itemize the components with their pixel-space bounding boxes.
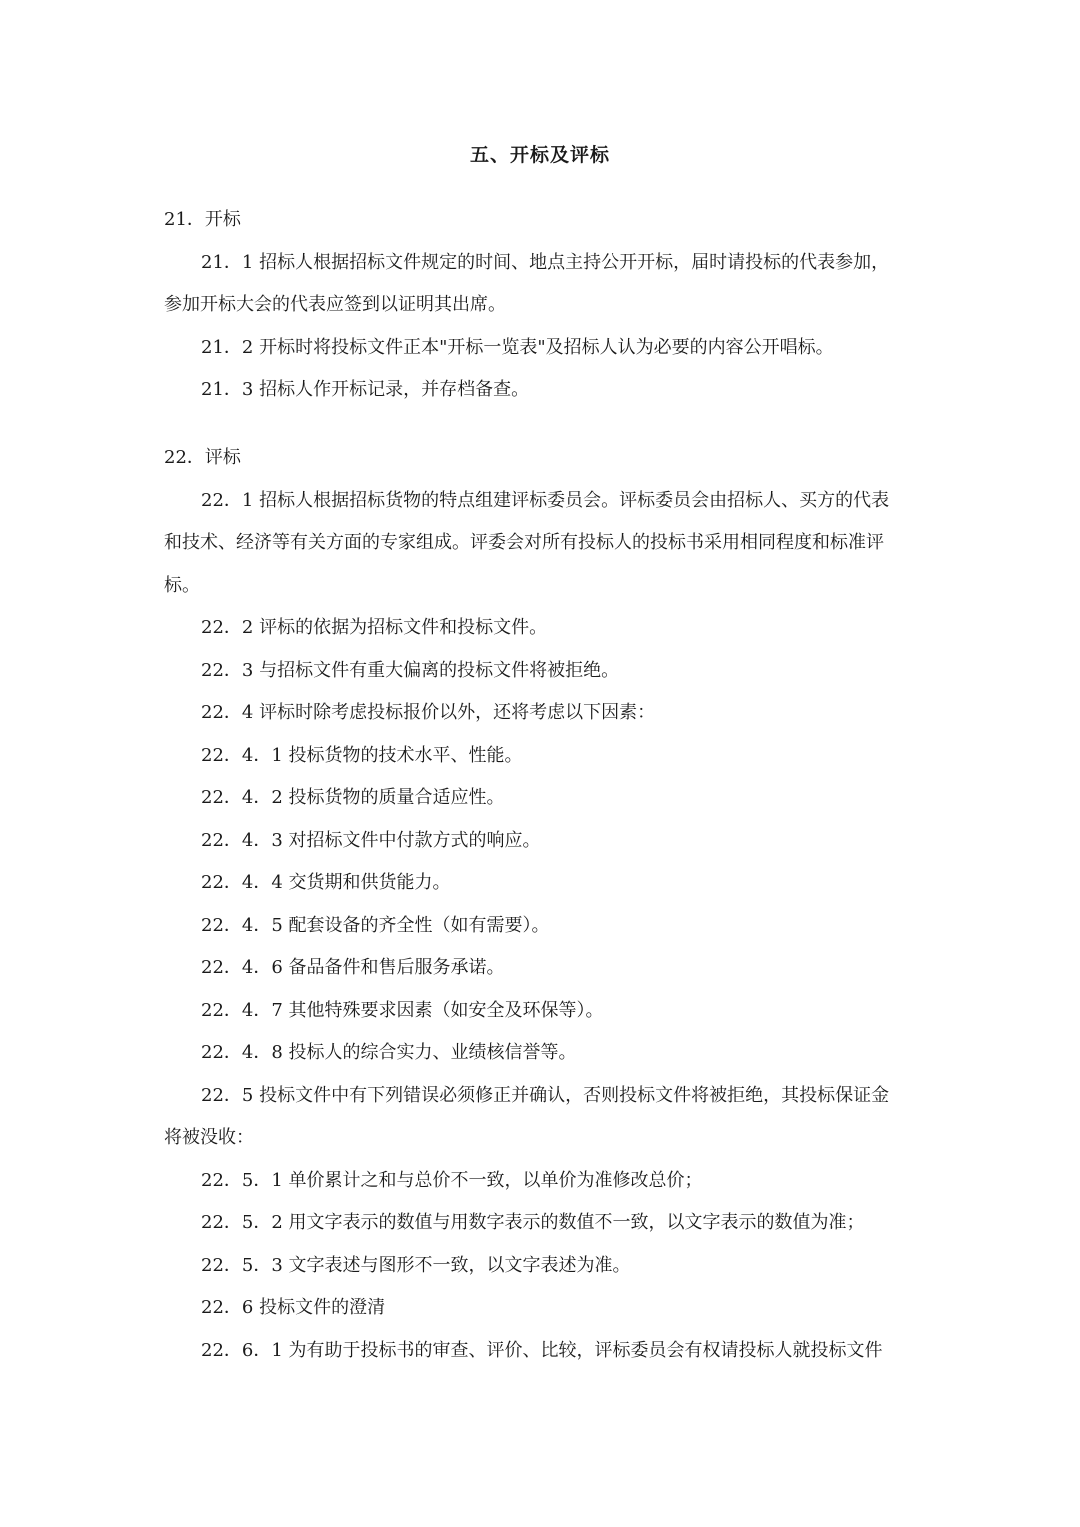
list-item: 22．4．4 交货期和供货能力。 [201,872,451,893]
heading-22: 22．评标 [164,447,241,468]
list-item: 22．6．1 为有助于投标书的审查、评价、比较，评标委员会有权请投标人就投标文件 [201,1340,883,1361]
paragraph-line: 21．2 开标时将投标文件正本"开标一览表"及招标人认为必要的内容公开唱标。 [201,337,834,358]
paragraph-line: 22．5 投标文件中有下列错误必须修正并确认，否则投标文件将被拒绝，其投标保证金 [201,1085,890,1106]
section-title: 五、开标及评标 [469,144,610,166]
paragraph-line: 22．4 评标时除考虑投标报价以外，还将考虑以下因素： [201,702,656,723]
paragraph-line: 21．3 招标人作开标记录，并存档备查。 [201,379,530,400]
list-item: 22．4．7 其他特殊要求因素（如安全及环保等）。 [201,1000,604,1021]
paragraph-line: 和技术、经济等有关方面的专家组成。评委会对所有投标人的投标书采用相同程度和标准评 [164,532,884,553]
paragraph-line: 22．3 与招标文件有重大偏离的投标文件将被拒绝。 [201,660,620,681]
list-item: 22．4．2 投标货物的质量合适应性。 [201,787,505,808]
list-item: 22．4．3 对招标文件中付款方式的响应。 [201,830,541,851]
list-item: 22．5．2 用文字表示的数值与用数字表示的数值不一致，以文字表示的数值为准； [201,1212,865,1233]
list-item: 22．4．6 备品备件和售后服务承诺。 [201,957,505,978]
list-item: 22．4．1 投标货物的技术水平、性能。 [201,745,523,766]
paragraph-line: 标。 [164,575,200,596]
paragraph-line: 参加开标大会的代表应签到以证明其出席。 [164,294,506,315]
list-item: 22．4．5 配套设备的齐全性（如有需要）。 [201,915,550,936]
paragraph-line: 22．2 评标的依据为招标文件和投标文件。 [201,617,548,638]
list-item: 22．5．3 文字表述与图形不一致，以文字表述为准。 [201,1255,631,1276]
list-item: 22．5．1 单价累计之和与总价不一致，以单价为准修改总价； [201,1170,703,1191]
paragraph-line: 22．1 招标人根据招标货物的特点组建评标委员会。评标委员会由招标人、买方的代表 [201,490,890,511]
paragraph-line: 将被没收： [164,1127,254,1148]
paragraph-line: 22．6 投标文件的澄清 [201,1297,386,1318]
list-item: 22．4．8 投标人的综合实力、业绩核信誉等。 [201,1042,577,1063]
heading-21: 21．开标 [164,209,241,230]
paragraph-line: 21．1 招标人根据招标文件规定的时间、地点主持公开开标，届时请投标的代表参加， [201,252,890,273]
